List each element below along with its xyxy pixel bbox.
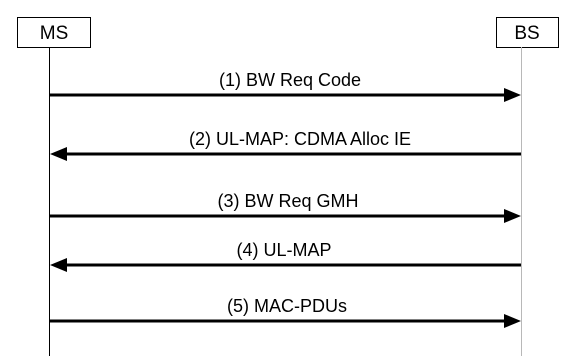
message-3-label: (3) BW Req GMH: [217, 191, 359, 211]
message-4: [50, 240, 521, 272]
message-2-label: (2) UL-MAP: CDMA Alloc IE: [188, 129, 412, 149]
message-1-arrowhead: [504, 88, 521, 102]
bs-entity-label: BS: [514, 23, 540, 44]
message-4-label: (4) UL-MAP: [236, 240, 332, 260]
message-3-arrowhead: [504, 209, 521, 223]
message-5-arrowhead: [504, 314, 521, 328]
message-5: [50, 296, 521, 328]
ms-entity-label: MS: [39, 23, 69, 44]
message-5-label: (5) MAC-PDUs: [227, 296, 347, 316]
message-3: [50, 191, 521, 223]
message-2-arrowhead: [50, 147, 67, 161]
message-1-label: (1) BW Req Code: [218, 70, 362, 90]
message-4-arrowhead: [50, 258, 67, 272]
message-2: [50, 129, 521, 161]
message-1: [50, 70, 521, 102]
